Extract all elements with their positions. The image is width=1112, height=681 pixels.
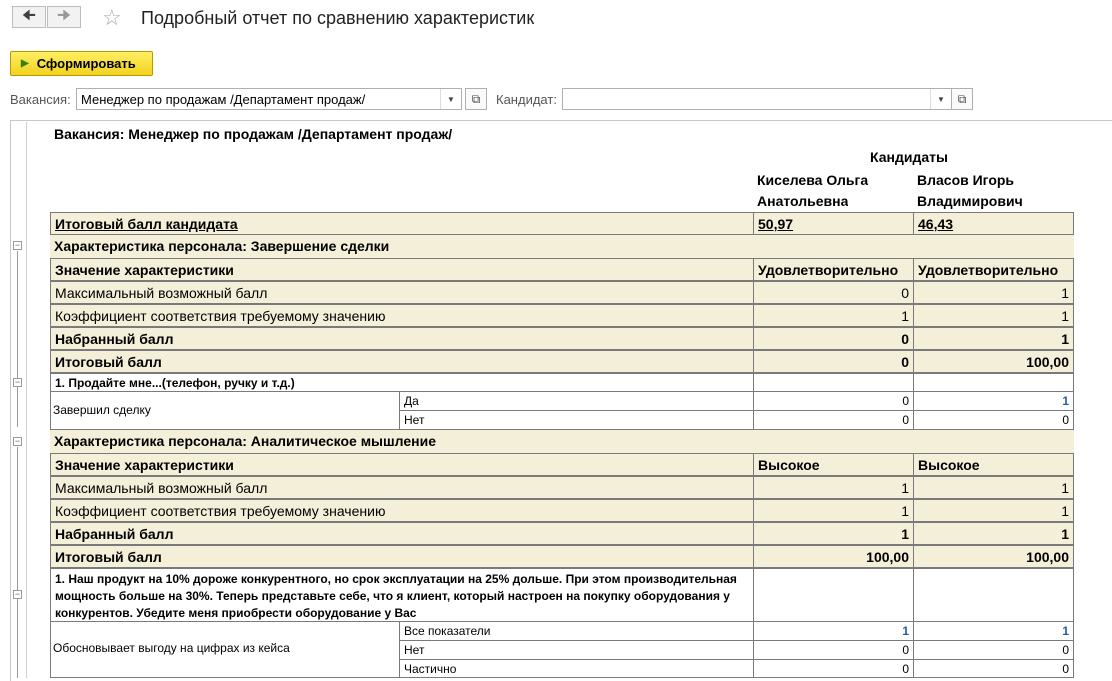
scored-candidate2: 1	[913, 522, 1074, 545]
answer-value-selected: 1	[913, 391, 1074, 411]
criterion-text: Обосновывает выгоду на цифрах из кейса	[50, 621, 400, 678]
generate-button-label: Сформировать	[36, 56, 136, 71]
answer-value: 0	[753, 640, 914, 660]
candidate-field[interactable]	[562, 88, 952, 110]
play-icon: ▶	[21, 58, 29, 69]
answer-value: 0	[913, 410, 1074, 430]
collapse-section-1[interactable]: −	[14, 240, 21, 250]
answer-value: 0	[913, 640, 1074, 660]
question-cell	[753, 568, 914, 622]
value-candidate1: Высокое	[753, 453, 914, 476]
chevron-down-icon[interactable]: ▼	[440, 89, 461, 109]
total-row-label-cell	[50, 212, 754, 235]
answer-label: Да	[399, 391, 754, 411]
answer-value-selected: 1	[913, 621, 1074, 641]
page-title: Подробный отчет по сравнению характеристик	[141, 8, 535, 28]
candidate1-name-line1: Киселева Ольга	[757, 172, 869, 188]
coef-candidate2: 1	[913, 304, 1074, 327]
generate-button[interactable]	[10, 51, 153, 76]
max-candidate1: 1	[753, 476, 914, 499]
question-cell	[913, 568, 1074, 622]
max-label: Максимальный возможный балл	[50, 476, 754, 499]
question-cell	[753, 373, 914, 392]
group-line	[17, 600, 18, 678]
collapse-question-1[interactable]: −	[14, 377, 21, 387]
candidate-label: Кандидат:	[496, 92, 557, 107]
total-score-cell	[753, 212, 914, 235]
answer-label: Все показатели	[399, 621, 754, 641]
group-line	[17, 388, 18, 427]
scored-label: Набранный балл	[50, 327, 754, 350]
value-candidate1: Удовлетворительно	[753, 258, 914, 281]
question-cell	[913, 373, 1074, 392]
arrow-right-icon: 🠊	[57, 6, 71, 24]
coef-label: Коэффициент соответствия требуемому значению	[50, 304, 754, 327]
answer-value-selected: 1	[753, 621, 914, 641]
scored-candidate2: 1	[913, 327, 1074, 350]
forward-button[interactable]	[47, 6, 81, 28]
final-label: Итоговый балл	[50, 350, 754, 373]
chevron-down-icon[interactable]: ▼	[930, 89, 951, 109]
question-text: 1. Наш продукт на 10% дороже конкурентного, но срок эксплуатации на 25% дольше. При этом производительная мощность больше на 30%. Теперь представьте себе, что я клиент, который настроен на покупку оборудования у конкурентов. Убедите меня приобрести оборудование у Вас	[50, 568, 754, 622]
answer-value: 0	[753, 659, 914, 678]
candidate2-name-line2: Владимирович	[917, 193, 1023, 209]
open-window-icon[interactable]: ⧉	[951, 88, 973, 110]
report-vacancy-header: Вакансия: Менеджер по продажам /Департамент продаж/	[54, 126, 453, 142]
arrow-left-icon: 🠈	[22, 6, 36, 24]
total-score-label: Итоговый балл кандидата	[55, 216, 238, 232]
coef-candidate1: 1	[753, 499, 914, 522]
final-candidate1: 0	[753, 350, 914, 373]
final-candidate1: 100,00	[753, 545, 914, 568]
final-candidate2: 100,00	[913, 545, 1074, 568]
answer-value: 0	[753, 391, 914, 411]
scored-candidate1: 0	[753, 327, 914, 350]
candidate2-name-line1: Власов Игорь	[917, 172, 1015, 188]
max-candidate2: 1	[913, 281, 1074, 304]
vacancy-label: Вакансия:	[10, 92, 71, 107]
answer-label: Нет	[399, 410, 754, 430]
answer-value: 0	[753, 410, 914, 430]
value-label: Значение характеристики	[50, 453, 754, 476]
collapse-section-2[interactable]: −	[14, 436, 21, 446]
candidate1-name-line2: Анатольевна	[757, 193, 849, 209]
question-text: 1. Продайте мне...(телефон, ручку и т.д.)	[50, 373, 754, 392]
total-score-candidate1: 50,97	[758, 216, 794, 232]
max-candidate2: 1	[913, 476, 1074, 499]
coef-label: Коэффициент соответствия требуемому значению	[50, 499, 754, 522]
collapse-question-2[interactable]: −	[14, 589, 21, 599]
value-candidate2: Удовлетворительно	[913, 258, 1074, 281]
coef-candidate2: 1	[913, 499, 1074, 522]
total-score-cell	[913, 212, 1074, 235]
scored-label: Набранный балл	[50, 522, 754, 545]
value-candidate2: Высокое	[913, 453, 1074, 476]
value-label: Значение характеристики	[50, 258, 754, 281]
section-title: Характеристика персонала: Завершение сделки	[50, 235, 1074, 258]
candidates-header: Кандидаты	[870, 149, 948, 165]
final-candidate2: 100,00	[913, 350, 1074, 373]
star-icon[interactable]: ☆	[102, 5, 122, 30]
criterion-text: Завершил сделку	[50, 391, 400, 430]
coef-candidate1: 1	[753, 304, 914, 327]
vacancy-value: Менеджер по продажам /Департамент продаж/	[81, 92, 366, 107]
final-label: Итоговый балл	[50, 545, 754, 568]
scored-candidate1: 1	[753, 522, 914, 545]
answer-label: Частично	[399, 659, 754, 678]
gutter-line	[26, 122, 27, 678]
answer-label: Нет	[399, 640, 754, 660]
max-candidate1: 0	[753, 281, 914, 304]
max-label: Максимальный возможный балл	[50, 281, 754, 304]
section-title: Характеристика персонала: Аналитическое мышление	[50, 430, 1074, 453]
open-window-icon[interactable]: ⧉	[465, 88, 487, 110]
total-score-candidate2: 46,43	[918, 216, 954, 232]
vacancy-field[interactable]	[76, 88, 462, 110]
back-button[interactable]	[12, 6, 46, 28]
answer-value: 0	[913, 659, 1074, 678]
